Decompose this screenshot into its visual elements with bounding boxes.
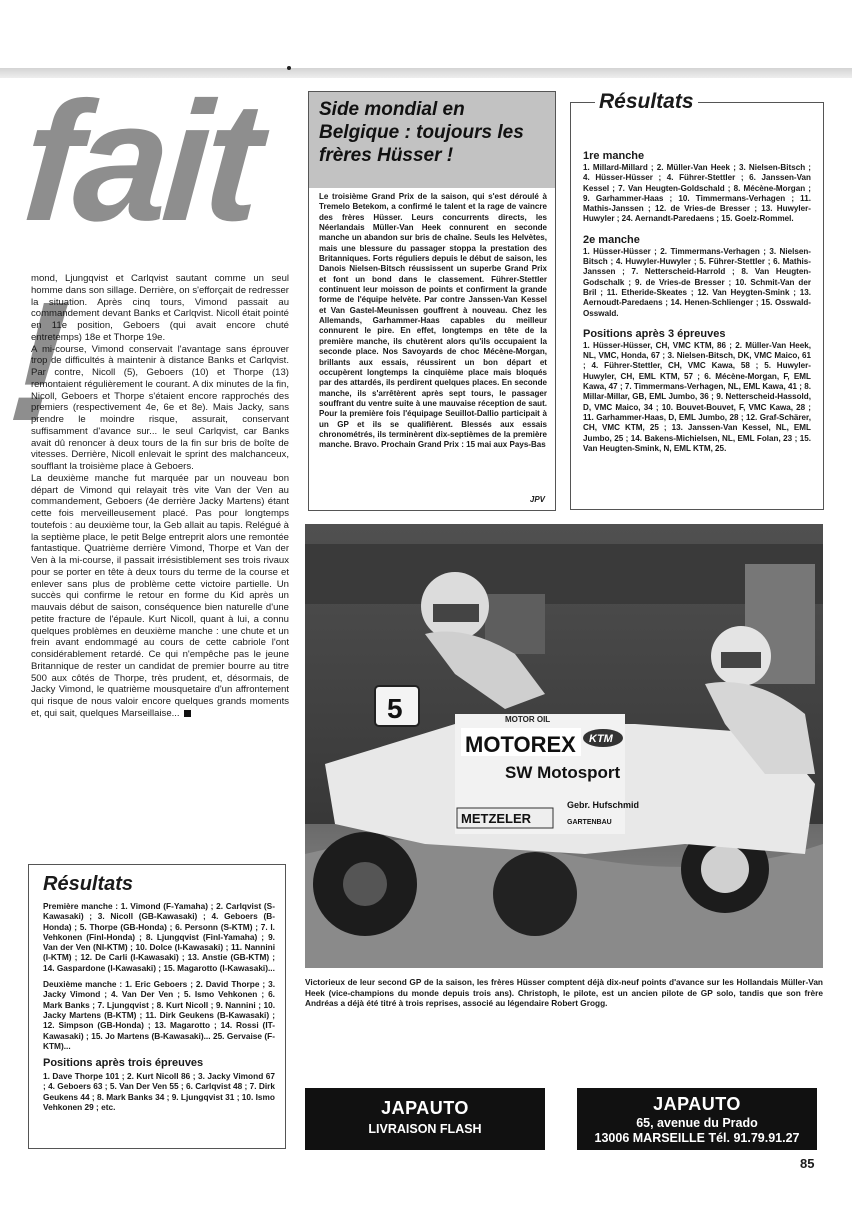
sidebar-body: Le troisième Grand Prix de la saison, qui s'est déroulé à Tremelo Betekom, a confirmé le talent et la rage de vaincre des frères Hüsser. Leurs concurrents directs, les Néerlandais Müller-Van Heek connurent en seconde manche un abandon sur bris de chaîne. Seuls les Helvètes, mais une blessure du passager stoppa la prestation des Britanniques. Forts réguliers depuis le début de saison, les Danois Nielsen-Bitsch réussissent un superbe Grand Prix et font un bond dans le classement. Führer-Stettler continuent leur moisson de points et confirment la grande forme de l'équipe helvète. Par contre Janssen-Van Kessel et Van Gastel-Meunissen gouffrent à nouveau. Chez les Allemands, Garhammer-Haas capables du meilleur connurent le pire. En effet, longtemps en tête de la première manche, ils chutèrent alors qu'ils occupaient la seconde place. Nos Savoyards de choc Mécène-Morgan, brillants aux essais, réussirent un bon départ et occupèrent longtemps la cinquième place mais bloqués par des attardés, ils perdirent quelques places. En seconde manche, ils s'arrêtèrent après sept tours, le passager souffrant du ventre suite à une mauvaise réception de saut. Pour la première fois l'équipage Seuillot-Dallio participait à un GP et ils se qualifièrent. Blessés aux essais chronométrés, ils terminèrent dix-septièmes de la première manche. Bravo. Prochain Grand Prix : 15 mai aux Pays-Bas — [319, 192, 547, 450]
sidebar-box — [308, 91, 556, 511]
photo-text-metzeler: METZELER — [461, 811, 532, 826]
lead-article — [31, 273, 289, 720]
sidebar-signature: JPV — [529, 495, 545, 504]
headline: fait ! — [3, 67, 263, 457]
standings-results: 1. Hüsser-Hüsser, CH, VMC KTM, 86 ; 2. Müller-Van Heek, NL, VMC, Honda, 67 ; 3. Nielsen-Bitsch, DK, VMC Maico, 61 ; 4. Führer-Stettler, CH, VMC Kawa, 58 ; 5. Huwyler-Huwyler, CH, EML KTM, 57 ; 6. Mécène-Morgan, F, EML Kawa, 47 ; 7. Timmermans-Verhagen, NL, EML Kawa, 41 ; 8. Millar-Millar, GB, EML Jumbo, 36 ; 9. Netterscheid-Hassold, D, VMC Maico, 34 ; 10. Bouvet-Bouvet, F, VMC Kawa, 28 ; 11. Garhammer-Haas, D, EML Jumbo, 28 ; 12. Graf-Schärer, CH, VMC KTM, 25 ; 13. Janssen-Van Kessel, NL, EML Jumbo, 25 ; 14. Bakens-Michielsen, NL, EML Folan, 23 ; 15. Van Heugten-Smink, N, EML KTM, 25. — [583, 340, 811, 453]
results-box-right — [570, 90, 824, 510]
manche-1-text: 1. Vimond (F-Yamaha) ; 2. Carlqvist (S-Kawasaki) ; 3. Nicoll (GB-Kawasaki) ; 4. Geboers (B-Honda) ; 5. Thorpe (GB-Honda) ; 6. Personn (S-KTM) ; 7. I. Vehkonen (Finl-Honda) ; 8. Ljungqvist (Finl-Yamaha) ; 9. Van der Ven (NI-KTM) ; 10. Dolce (I-Kawasaki) ; 11. Nannini (I-KTM) ; 12. De Carli (I-Kawasaki) ; 13. Anstie (GB-KTM) ; 14. Gaspardone (I-Kawasaki) ; 15. Magarotto (I-Kawasaki)... — [43, 901, 275, 973]
ad-address: 65, avenue du Prado — [636, 1116, 758, 1130]
photo-race-number: 5 — [387, 693, 403, 724]
sidecar-photo-illustration — [305, 524, 823, 968]
manche-1-title: 1re manche — [583, 150, 645, 162]
manche-2-label: Deuxième manche : — [43, 979, 126, 990]
manche-1-results: 1. Millard-Millard ; 2. Müller-Van Heek ; 3. Nielsen-Bitsch ; 4. Hüsser-Hüsser ; 4. Führer-Stettler ; 6. Janssen-Van Kessel ; 7. Van Heugten-Goldschald ; 8. Mécène-Morgan ; 9. Garhammer-Haas ; 10. Timmermans-Verhagen ; 11. Mathis-Janssen ; 12. de Vries-de Bresser ; 13. Huwyler-Huwyler ; 24. Aernandt-Paredaens ; 15. Goelz-Rommel. — [583, 163, 811, 224]
photo-text-hufschmid: Gebr. Hufschmid — [567, 800, 640, 810]
manche-2-text: 1. Eric Geboers ; 2. David Thorpe ; 3. Jacky Vimond ; 4. Van Der Ven ; 5. Ismo Vehkonen ; 6. Mark Banks ; 7. Ljungqvist ; 8. Kurt Nicoll ; 9. Nannini ; 10. Jacky Martens (B-KTM) ; 11. Dirk Geukens (B-Kawasaki) ; 12. Simpson (GB-Honda) ; 13. Magarotto ; 14. Rossi (IT-Kawasaki) ; 15. Jo Martens (B-Kawasaki)... 25. Gervaise (F-KTM)... — [43, 979, 275, 1051]
results-manche-2 — [43, 979, 275, 1051]
lead-paragraph-text: La deuxième manche fut marquée par un nouveau bon départ de Vimond qui relayait très vite Van der Ven au commandement, Geboers (4e derrière Jacky Martens) étant cette fois merveilleusement placé. Pas pour longtemps toutefois : au deuxième tour, la Geb allait au tapis. Relégué à la septième place, le petit Belge entreprit alors une remontée fantastique. Quatrième derrière Vimond, Thorpe et Van der Ven à la mi-course, il passait irrésistiblement ses trois rivaux pour se porter en tête à deux tours du terme de la course et enlever sans plus de problème cette victoire partielle. Un succès qui confirme le retour en forme du Kid après un mauvais début de saison, conséquence bien naturelle d'une petite fracture de l'épaule. Kurt Nicoll, quant à lui, a connu quelques problèmes en deuxième manche : une chute et un frein avant endommagé au cours de cette cabriole l'ont considérablement retardé. Ce qui n'empêche pas le jeune Britannique de rester un candidat de premier bourre au titre 500 aux côtés de Thorpe, très prudent, et, désormais, de Jacky Vimond, le quatrième mousquetaire d'un affrontement qui risque de nous valoir encore quelques grands moments et, qui sait, quelques Marseillaise... — [31, 472, 289, 719]
ad-city-phone: 13006 MARSEILLE Tél. 91.79.91.27 — [594, 1131, 800, 1145]
results-box-left — [28, 864, 286, 1149]
ad-brand: JAPAUTO — [381, 1098, 469, 1118]
ad-japauto-address — [577, 1088, 817, 1150]
end-mark-icon — [184, 710, 191, 717]
photo-text-sw: SW Motosport — [505, 763, 621, 782]
lead-paragraph: mond, Ljungqvist et Carlqvist sautant comme un seul homme dans son sillage. Derrière, on s'efforçait de redresser la situation. Après cinq tours, Vimond passait au commandement devant Banks et Carlqvist. Nicoll était pointé en 11e position, Geboers (qui avait encore chuté entretemps) 18e et Thorpe 19e. — [31, 273, 289, 343]
sidebar-title: Side mondial en Belgique : toujours les frères Hüsser ! — [319, 99, 524, 166]
photo-text-motorex: MOTOREX — [465, 732, 576, 757]
page-number: 85 — [800, 1156, 815, 1171]
ad-brand: JAPAUTO — [653, 1094, 741, 1114]
photo-caption: Victorieux de leur second GP de la saison, les frères Hüsser comptent déjà dix-neuf points d'avance sur les Hollandais Müller-Van Heek (vice-champions du monde depuis trois ans). Christoph, le pilote, est un ancien pilote de GP solo, tandis que son frère Andréas a déjà été titré à trois reprises, associé au légendaire Robert Grogg. — [305, 977, 823, 1009]
positions-title: Positions après trois épreuves — [43, 1057, 204, 1070]
photo-text-motor-oil: MOTOR OIL — [505, 715, 551, 724]
standings-title: Positions après 3 épreuves — [583, 327, 726, 340]
lead-paragraph — [31, 473, 289, 720]
results-right-title: Résultats — [595, 89, 698, 115]
sidebar-header — [309, 92, 555, 188]
ad-line: LIVRAISON FLASH — [368, 1122, 482, 1136]
positions-text: 1. Dave Thorpe 101 ; 2. Kurt Nicoll 86 ; 3. Jacky Vimond 67 ; 4. Geboers 63 ; 5. Van Der Ven 55 ; 6. Carlqvist 48 ; 7. Dirk Geukens 44 ; 8. Mark Banks 34 ; 9. Ljungqvist 31 ; 10. Ismo Vehkonen 29 ; etc. — [43, 1071, 275, 1113]
results-manche-1 — [43, 901, 275, 973]
manche-2-title: 2e manche — [583, 233, 640, 246]
results-title: Résultats — [43, 873, 134, 895]
manche-2-results: 1. Hüsser-Hüsser ; 2. Timmermans-Verhagen ; 3. Nielsen-Bitsch ; 4. Huwyler-Huwyler ; 5. Führer-Stettler ; 6. Mathis-Janssen ; 7. Netterscheid-Harrold ; 8. Van Heugten-Godschalk ; 9. de Vries-de Bresser ; 10. Schmit-Van der Bril ; 11. Etheride-Skeates ; 12. Van Heygten-Smink ; 13. Aernoudt-Paredaens ; 14. Henen-Schlienger ; 15. Osswald-Osswald. — [583, 246, 811, 318]
lead-paragraph: A mi-course, Vimond conservait l'avantage sans éprouver trop de difficultés à maintenir à distance Banks et Carlqvist. Par contre, Nicoll (5), Geboers (10) et Thorpe (13) remontaient régulièrement le courant. A dix minutes de la fin, Nicoll, Geboers et Thorpe s'étaient encore rapprochés des premiers (respectivement 4e, 6e et 8e). Mais Jacky, sans prendre le moindre risque, assurait, conservant suffisamment d'avance sur... le seul Carlqvist, car Banks avait dû renoncer à deux tours de la fin sur bris de boîte de vitesses. Derrière, Nicoll enlevait le sprint des malchanceux, soufflant la troisième place à Geboers. — [31, 343, 289, 472]
photo-text-gartenbau: GARTENBAU — [567, 819, 612, 826]
results-right-content — [583, 149, 811, 462]
race-photo — [305, 524, 823, 968]
ad-japauto-flash — [305, 1088, 545, 1150]
manche-1-label: Première manche : — [43, 901, 121, 911]
photo-text-ktm: KTM — [589, 733, 613, 745]
